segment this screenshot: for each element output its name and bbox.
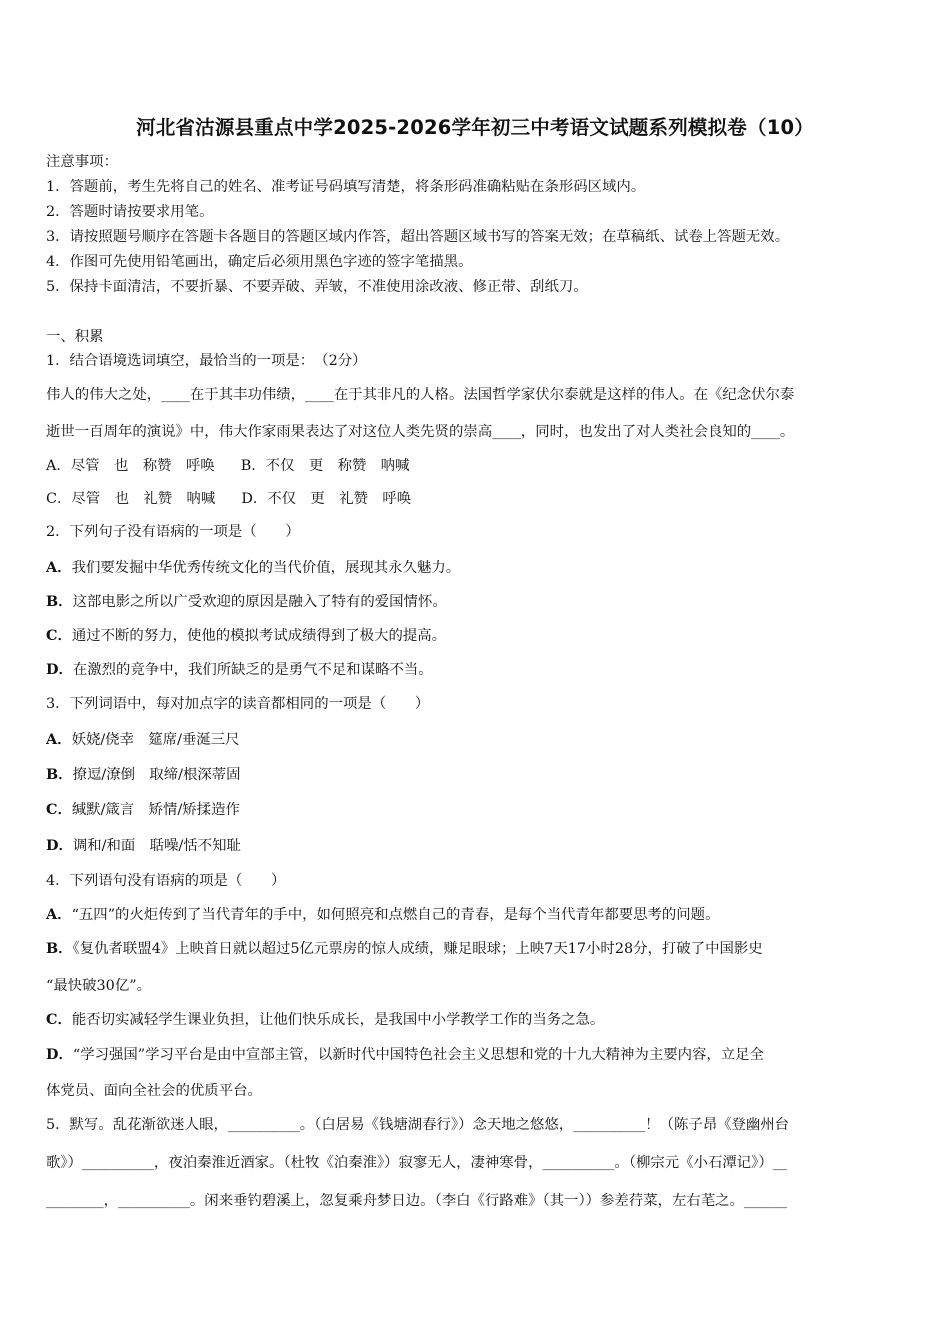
option-text: 我们要发掘中华优秀传统文化的当代价值，展现其永久魅力。 (71, 560, 461, 576)
q1-passage-line: 逝世一百周年的演说》中，伟大作家雨果表达了对这位人类先贤的崇高____，同时，也发出了对人类社会良知的____。 (46, 424, 795, 440)
option-text: 调和/和面 聒噪/恬不知耻 (72, 838, 241, 854)
notice-item: 1．答题前，考生先将自己的姓名、准考证号码填写清楚，将条形码准确粘贴在条形码区域内。 (46, 179, 646, 195)
q2-option (46, 626, 446, 646)
option-label: C． (46, 1011, 72, 1028)
section-heading: 一、积累 (46, 329, 104, 345)
notice-item: 5．保持卡面清洁，不要折暴、不要弄破、弄皱，不准使用涂改液、修正带、刮纸刀。 (46, 279, 588, 295)
q3-stem: 3．下列词语中，每对加点字的读音都相同的一项是（ ） (46, 696, 430, 712)
notice-heading: 注意事项： (46, 154, 118, 170)
q4-option (46, 1010, 604, 1030)
q4-option-continuation: “最快破30亿”。 (46, 978, 151, 994)
option-label: B． (46, 593, 73, 610)
notice-item: 2．答题时请按要求用笔。 (46, 204, 214, 220)
q3-option (46, 730, 240, 750)
q1-passage-line: 伟人的伟大之处，____在于其丰功伟绩，____在于其非凡的人格。法国哲学家伏尔泰就是这样的伟人。在《纪念伏尔泰 (46, 387, 795, 403)
option-text: 在激烈的竞争中，我们所缺乏的是勇气不足和谋略不当。 (72, 662, 433, 678)
q3-option (46, 836, 241, 856)
option-text: 《复仇者联盟4》上映首日就以超过5亿元票房的惊人成绩，赚足眼球；上映7天17小时28分，打破了中国影史 (72, 941, 763, 957)
q1-option-a: A．尽管 也 称赞 呼唤 (46, 458, 215, 474)
q2-option (46, 660, 433, 680)
q1-option-c: C．尽管 也 礼赞 呐喊 (46, 491, 216, 507)
q4-stem: 4．下列语句没有语病的项是（ ） (46, 873, 286, 889)
option-text: 妖娆/侥幸 筵席/垂涎三尺 (71, 732, 240, 748)
q4-option-continuation: 体党员、面向全社会的优质平台。 (46, 1083, 262, 1099)
option-label: A． (46, 906, 72, 923)
q1-stem: 1．结合语境选词填空，最恰当的一项是： （2分） (46, 353, 367, 369)
option-text: 通过不断的努力，使他的模拟考试成绩得到了极大的提高。 (71, 628, 447, 644)
q3-option (46, 765, 241, 785)
q4-option (46, 939, 763, 959)
option-text: 缄默/箴言 矫情/矫揉造作 (71, 802, 240, 818)
option-text: 能否切实减轻学生课业负担，让他们快乐成长，是我国中小学教学工作的当务之急。 (71, 1012, 605, 1028)
option-label: C． (46, 801, 72, 818)
option-label: B． (46, 940, 73, 957)
q1-option-b: B．不仅 更 称赞 呐喊 (240, 458, 410, 474)
q4-option (46, 1045, 764, 1065)
q5-line: 歌》）__________，夜泊秦淮近酒家。（杜牧《泊秦淮》）寂寥无人，凄神寒骨，__________。（柳宗元《小石潭记》）__ (46, 1155, 788, 1171)
q3-option (46, 800, 240, 820)
option-text: “学习强国”学习平台是由中宣部主管，以新时代中国特色社会主义思想和党的十九大精神为主要内容，立足全 (72, 1047, 764, 1063)
notice-item: 3．请按照题号顺序在答题卡各题目的答题区域内作答，超出答题区域书写的答案无效；在草稿纸、试卷上答题无效。 (46, 229, 790, 245)
option-label: D． (46, 837, 73, 854)
q5-line: 5．默写。乱花渐欲迷人眼，__________。（白居易《钱塘湖春行》）念天地之悠悠，__________！（陈子昂《登幽州台 (46, 1117, 790, 1133)
q1-option-row (46, 456, 410, 476)
option-label: D． (46, 661, 73, 678)
page-title: 河北省沽源县重点中学2025-2026学年初三中考语文试题系列模拟卷（10） (136, 116, 814, 139)
q2-stem: 2．下列句子没有语病的一项是（ ） (46, 524, 300, 540)
option-label: D． (46, 1046, 73, 1063)
q4-option (46, 905, 719, 925)
option-text: 撩逗/潦倒 取缔/根深蒂固 (72, 767, 241, 783)
q5-line: ________，__________。闲来垂钓碧溪上，忽复乘舟梦日边。（李白《行路难》（其一））参差荇菜，左右芼之。______ (46, 1193, 788, 1209)
option-label: A． (46, 559, 72, 576)
notice-item: 4．作图可先使用铅笔画出，确定后必须用黑色字迹的签字笔描黑。 (46, 254, 473, 270)
q2-option (46, 558, 460, 578)
q1-option-row (46, 489, 411, 509)
q2-option (46, 592, 447, 612)
option-text: “五四”的火炬传到了当代青年的手中，如何照亮和点燃自己的青春，是每个当代青年都要思考的问题。 (71, 907, 720, 923)
option-text: 这部电影之所以广受欢迎的原因是融入了特有的爱国情怀。 (72, 594, 447, 610)
q1-option-d: D．不仅 更 礼赞 呼唤 (241, 491, 412, 507)
option-label: C． (46, 627, 72, 644)
option-label: A． (46, 731, 72, 748)
option-label: B． (46, 766, 73, 783)
